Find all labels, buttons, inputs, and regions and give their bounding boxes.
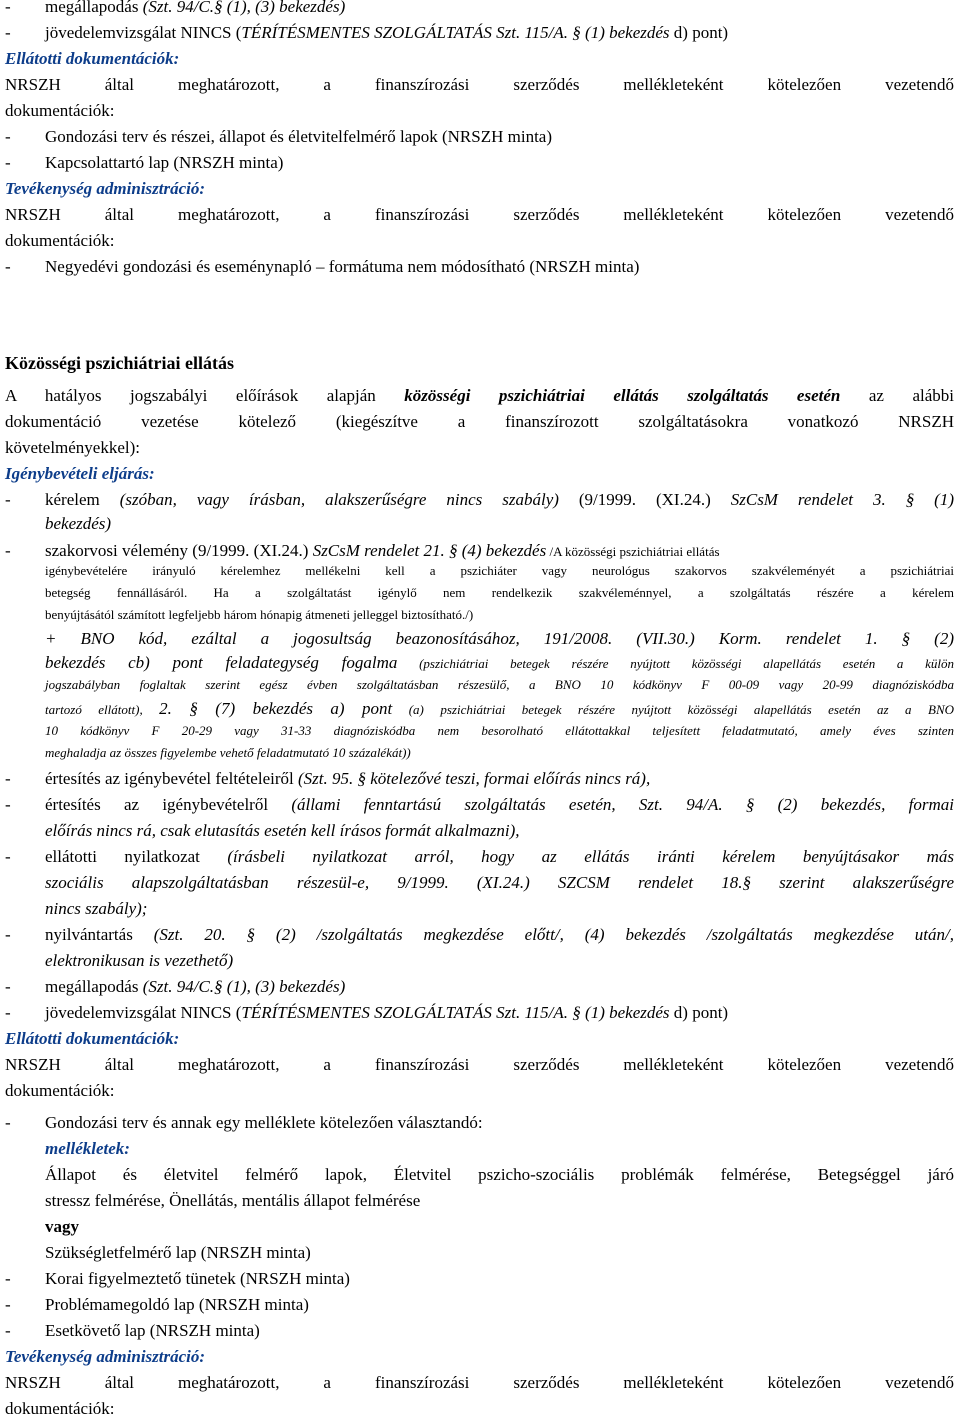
list-item: - jövedelemvizsgálat NINCS (TÉRÍTÉSMENTES SZOLGÁLTATÁS Szt. 115/A. § (1) bekezdés d) pont) — [5, 1003, 729, 1022]
paragraph-line: dokumentációk: — [5, 231, 115, 250]
list-item: - megállapodás (Szt. 94/C.§ (1), (3) bekezdés) — [5, 977, 346, 996]
list-item: - értesítés az igénybevételről (állami fenntartású szolgáltatás esetén, Szt. 94/A. § (2) bekezdés, formai — [5, 795, 954, 814]
list-item: - Problémamegoldó lap (NRSZH minta) — [5, 1295, 309, 1314]
list-item: - Korai figyelmeztető tünetek (NRSZH minta) — [5, 1269, 350, 1288]
bno-line: jogszabályban foglaltak szerint egész évben szolgáltatásban részesülő, a BNO 10 kódkönyv F 00-09 vagy 20-99 diagnóziskódba — [45, 677, 954, 692]
heading-ellatotti: Ellátotti dokumentációk: — [5, 49, 180, 68]
heading-ellatotti-2: Ellátotti dokumentációk: — [5, 1029, 180, 1048]
item-text: megállapodás — [45, 0, 143, 16]
list-item: - Negyedévi gondozási és eseménynapló – formátuma nem módosítható (NRSZH minta) — [5, 254, 954, 280]
bno-line: bekezdés cb) pont feladategység fogalma (pszichiátriai betegek részére nyújtott közösségi alapellátás esetén a külön — [45, 653, 954, 672]
paragraph-line: NRSZH által meghatározott, a finanszírozási szerződés mellékleteként kötelezően vezetendő — [5, 1373, 954, 1392]
heading-igenybeveteli: Igénybevételi eljárás: — [5, 464, 155, 483]
list-item: - jövedelemvizsgálat NINCS (TÉRÍTÉSMENTES SZOLGÁLTATÁS Szt. 115/A. § (1) bekezdés d) pont) — [5, 23, 729, 42]
item-ref: (Szt. 94/C.§ (1), (3) bekezdés) — [142, 0, 346, 16]
list-item: - szakorvosi vélemény (9/1999. (XI.24.) SzCsM rendelet 21. § (4) bekezdés /A közösségi pszichiátriai ellátás — [5, 541, 720, 560]
paragraph-line: dokumentációk: — [5, 1081, 115, 1100]
section-title: Közösségi pszichiátriai ellátás — [5, 353, 234, 373]
item-text: Kapcsolattartó lap (NRSZH minta) — [45, 153, 284, 172]
paragraph-line: A hatályos jogszabályi előírások alapján közösségi pszichiátriai ellátás szolgáltatás esetén az alábbi — [5, 386, 954, 405]
item-text-end: d) pont) — [669, 23, 729, 42]
or-word: vagy — [45, 1217, 79, 1236]
item-text: Negyedévi gondozási és eseménynapló – formátuma nem módosítható (NRSZH minta) — [45, 257, 640, 276]
list-item-cont: bekezdés) — [45, 514, 112, 533]
item-text: jövedelemvizsgálat NINCS ( — [45, 23, 242, 42]
subheading-mellekletek: mellékletek: — [45, 1139, 130, 1158]
emphasis: közösségi pszichiátriai ellátás szolgáltatás esetén — [404, 386, 841, 405]
list-item: - értesítés az igénybevétel feltételeiről (Szt. 95. § kötelezővé teszi, formai előírás nincs rá), — [5, 769, 651, 788]
bno-line: meghaladja az összes figyelembe vehető feladatmutató 10 százalékát)) — [45, 745, 411, 760]
list-item: - megállapodás (Szt. 94/C.§ (1), (3) bekezdés) — [5, 0, 954, 20]
list-item: - Esetkövető lap (NRSZH minta) — [5, 1321, 260, 1340]
bno-line: 10 kódkönyv F 20-29 vagy 31-33 diagnóziskódba nem besorolható ellátottakkal teljesített feladatmutató, amely éves szinten — [45, 723, 954, 738]
list-item-cont: elektronikusan is vezethető) — [45, 951, 234, 970]
bno-line: tartozó ellátott), 2. § (7) bekezdés a) pont (a) pszichiátriai betegek részére nyújtott közösségi alapellátás esetén az a BNO — [45, 699, 955, 718]
bno-line: + BNO kód, ezáltal a jogosultság beazonosításához, 191/2008. (VII.30.) Korm. rendelet 1. § (2) — [45, 629, 954, 648]
list-item: - Gondozási terv és annak egy melléklete kötelezően választandó: — [5, 1113, 483, 1132]
heading-tevekenyseg-2: Tevékenység adminisztráció: — [5, 1347, 206, 1366]
list-item-cont: nincs szabály); — [45, 899, 148, 918]
list-item-cont: szociális alapszolgáltatásban részesül-e, 9/1999. (XI.24.) SZCSM rendelet 18.§ szerint alakszerűségre — [45, 873, 954, 892]
list-item: - ellátotti nyilatkozat (írásbeli nyilatkozat arról, hogy az ellátás iránti kérelem benyújtásakor más — [5, 847, 955, 866]
paragraph-line: NRSZH által meghatározott, a finanszírozási szerződés mellékleteként kötelezően vezetendő — [5, 205, 954, 224]
list-item-cont: benyújtásától számított legfeljebb három hónapig átmeneti jelleggel biztosítható./) — [45, 607, 474, 622]
paragraph-line: dokumentációk: — [5, 101, 115, 120]
item-text: Gondozási terv és részei, állapot és életvitelfelmérő lapok (NRSZH minta) — [45, 127, 553, 146]
heading-tevekenyseg: Tevékenység adminisztráció: — [5, 179, 206, 198]
list-item: - nyilvántartás (Szt. 20. § (2) /szolgáltatás megkezdése előtt/, (4) bekezdés /szolgáltatás megkezdése után/, — [5, 925, 954, 944]
list-item-cont: előírás nincs rá, csak elutasítás esetén kell írásos formát alkalmazni), — [45, 821, 520, 840]
list-item-cont: stressz felmérése, Önellátás, mentális állapot felmérése — [45, 1191, 421, 1210]
item-ref: TÉRÍTÉSMENTES SZOLGÁLTATÁS Szt. 115/A. § (1) bekezdés — [241, 23, 670, 42]
paragraph-line: NRSZH által meghatározott, a finanszírozási szerződés mellékleteként kötelezően vezetendő — [5, 1055, 954, 1074]
list-item: - kérelem (szóban, vagy írásban, alakszerűségre nincs szabály) (9/1999. (XI.24.) SzCsM rendelet 3. § (1) — [5, 490, 954, 509]
list-item-cont: igénybevételére irányuló kérelemhez mellékelni kell a pszichiáter vagy neurológus szakorvos szakvéleményét a pszichiátriai — [45, 563, 954, 578]
list-item-cont: Szükségletfelmérő lap (NRSZH minta) — [45, 1243, 311, 1262]
list-item-cont: betegség fennállásáról. Ha a szolgáltatást igénylő nem rendelkezik szakvéleménnyel, a szolgáltatás részére a kérelem — [45, 585, 954, 600]
paragraph-line: NRSZH által meghatározott, a finanszírozási szerződés mellékleteként kötelezően vezetendő — [5, 75, 954, 94]
paragraph-line: dokumentáció vezetése kötelező (kiegészítve a finanszírozott szolgáltatásokra vonatkozó NRSZH — [5, 412, 954, 431]
paragraph-line: követelményekkel): — [5, 438, 141, 457]
paragraph-line: dokumentációk: — [5, 1399, 115, 1418]
list-item-cont: Állapot és életvitel felmérő lapok, Életvitel pszicho-szociális problémák felmérése, Betegséggel járó — [45, 1165, 954, 1184]
list-item: - Kapcsolattartó lap (NRSZH minta) — [5, 150, 954, 176]
list-item: - Gondozási terv és részei, állapot és életvitelfelmérő lapok (NRSZH minta) — [5, 124, 954, 150]
